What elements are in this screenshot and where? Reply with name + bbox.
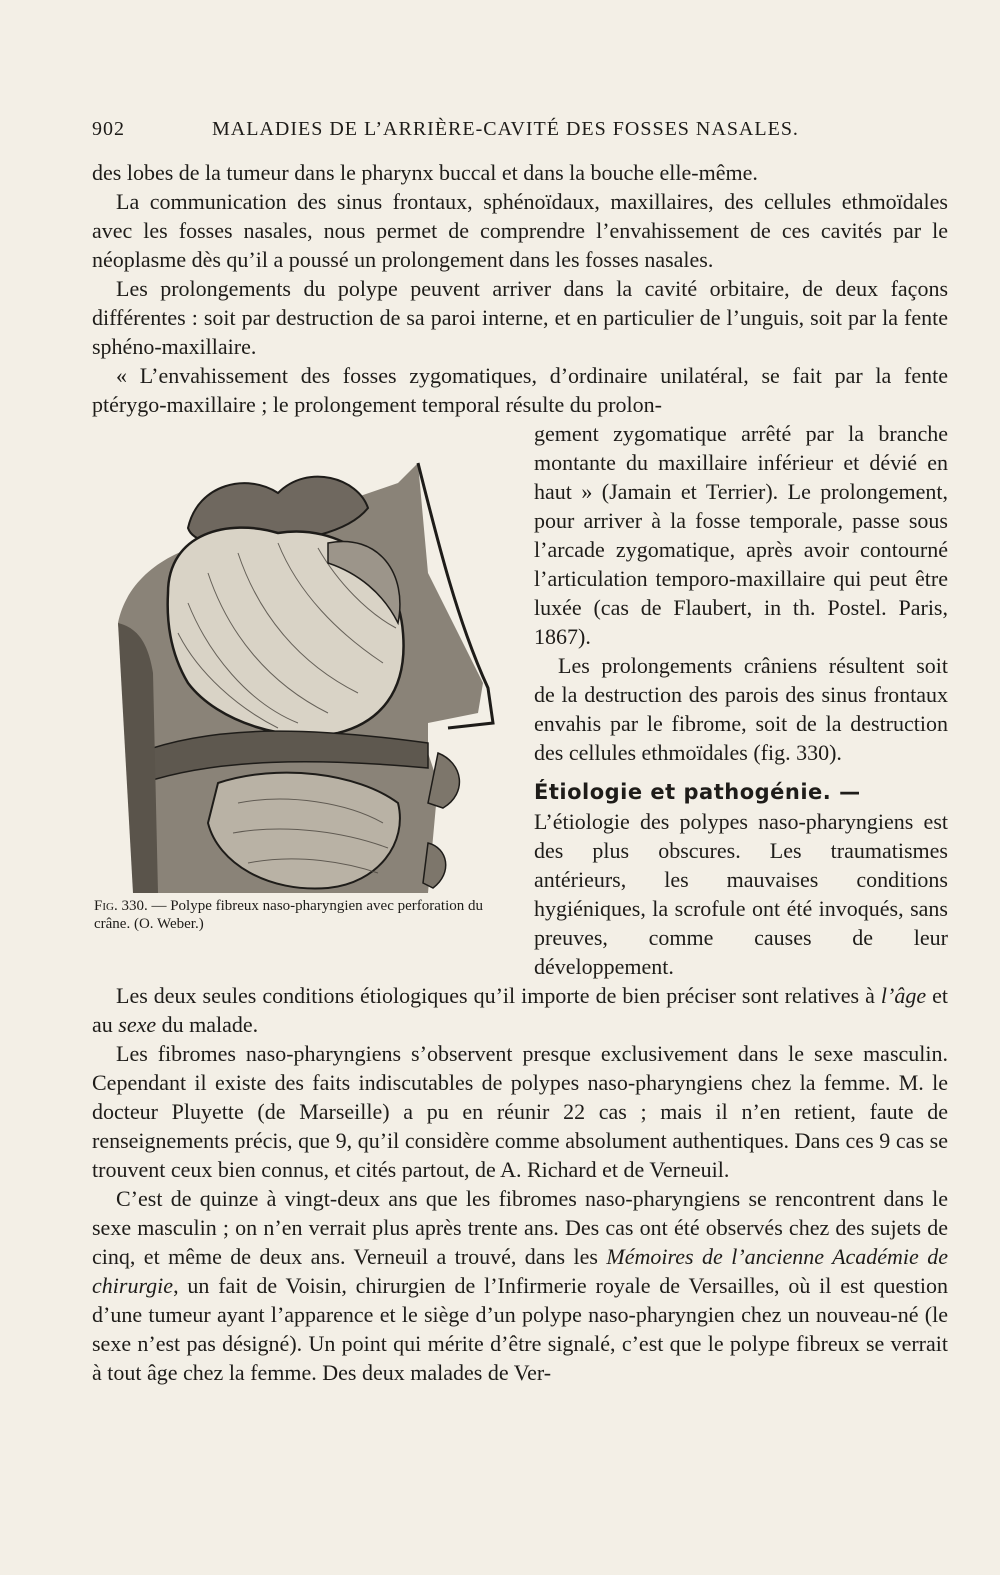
text-run: Les deux seules conditions étiologiques qu’il importe de bien préciser sont relatives à (116, 983, 881, 1008)
anatomical-illustration (98, 423, 508, 893)
main-text (92, 158, 948, 1387)
text-run: C’est de quinze à vingt-deux ans que les fibromes naso-pharyngiens se rencontrent dans le sexe masculin ; on n’en verrait plus après trente ans. Des cas ont été observés chez des sujets de cinq, et même de deux ans. Verneuil a trouvé, dans les (92, 1186, 948, 1269)
figure-caption-text: — Polype fibreux naso-pharyngien avec perforation du crâne. (O. Weber.) (94, 898, 484, 932)
paragraph-zygomatic-intro: « L’envahissement des fosses zygomatiques, d’ordinaire unilatéral, se fait par la fente ptérygo-maxillaire ; le prolongement temporal résulte du prolon- (92, 363, 948, 417)
paragraph-orbit: Les prolongements du polype peuvent arriver dans la cavité orbitaire, de deux façons différentes : soit par destruction de sa paroi interne, et en particulier de l’unguis, soit par la fente sphéno-maxillaire. (92, 276, 948, 359)
emphasis-title: Mémoires de l’ancienne Académie de chirurgie (92, 1244, 948, 1298)
figure-330 (92, 423, 522, 953)
paragraph-continuation: des lobes de la tumeur dans le pharynx buccal et dans la bouche elle-même. (92, 160, 758, 185)
page-number: 902 (92, 118, 125, 140)
emphasis-sexe: sexe (118, 1012, 157, 1037)
figure-label: Fig. 330. (94, 898, 148, 914)
paragraph-cranial: Les prolongements crâniens résultent soit de la destruction des parois des sinus frontaux envahis par le fibrome, soit de la destruction des cellules ethmoïdales (fig. 330). (534, 653, 948, 765)
heading-etiologie: Étiologie et pathogénie. — (534, 780, 861, 804)
paragraph-age (92, 1184, 948, 1387)
text-run: du malade. (156, 1012, 259, 1037)
emphasis-age: l’âge (880, 983, 927, 1008)
paragraph-sinus: La communication des sinus frontaux, sphénoïdaux, maxillaires, des cellules ethmoïdales avec les fosses nasales, nous permet de comprendre l’envahissement de ces cavités par le néoplasme dès qu’il a poussé un prolongement dans les fosses nasales. (92, 189, 948, 272)
paragraph-conditions (92, 981, 948, 1039)
paragraph-etiologie: L’étiologie des polypes naso-pharyngiens est des plus obscures. Les traumatismes antérieurs, les mauvaises conditions hygiéniques, la scrofule ont été invoqués, sans preuves, comme causes de leur développement. (534, 809, 948, 979)
running-title: MALADIES DE L’ARRIÈRE-CAVITÉ DES FOSSES NASALES. (212, 118, 799, 140)
paragraph-zygomatic-cont: gement zygomatique arrêté par la branche montante du maxillaire inférieur et dévié en haut » (Jamain et Terrier). Le prolongement, pour arriver à la fosse temporale, passe sous l’arcade zygomatique, après avoir contourné l’articulation temporo-maxillaire qui peut être luxée (cas de Flaubert, in th. Postel. Paris, 1867). (534, 421, 948, 649)
text-run: , un fait de Voisin, chirurgien de l’Infirmerie royale de Versailles, où il est question d’une tumeur ayant l’apparence et le siège d’un polype naso-pharyngien chez un nouveau-né (le sexe n’est pas désigné). Un point qui mérite d’être signalé, c’est que le polype fibreux se verrait à tout âge chez la femme. Des deux malades de Ver- (92, 1273, 948, 1385)
figure-caption (92, 897, 522, 933)
paragraph-sexe: Les fibromes naso-pharyngiens s’observent presque exclusivement dans le sexe masculin. Cependant il existe des faits indiscutables de polypes naso-pharyngiens chez la femme. M. le docteur Pluyette (de Marseille) a pu en réunir 22 cas ; mais il n’en retient, faute de renseignements précis, que 9, qu’il considère comme absolument authentiques. Dans ces 9 cas se trouvent ceux bien connus, et cités partout, de A. Richard et de Verneuil. (92, 1041, 948, 1182)
text-run: et au (92, 983, 948, 1037)
